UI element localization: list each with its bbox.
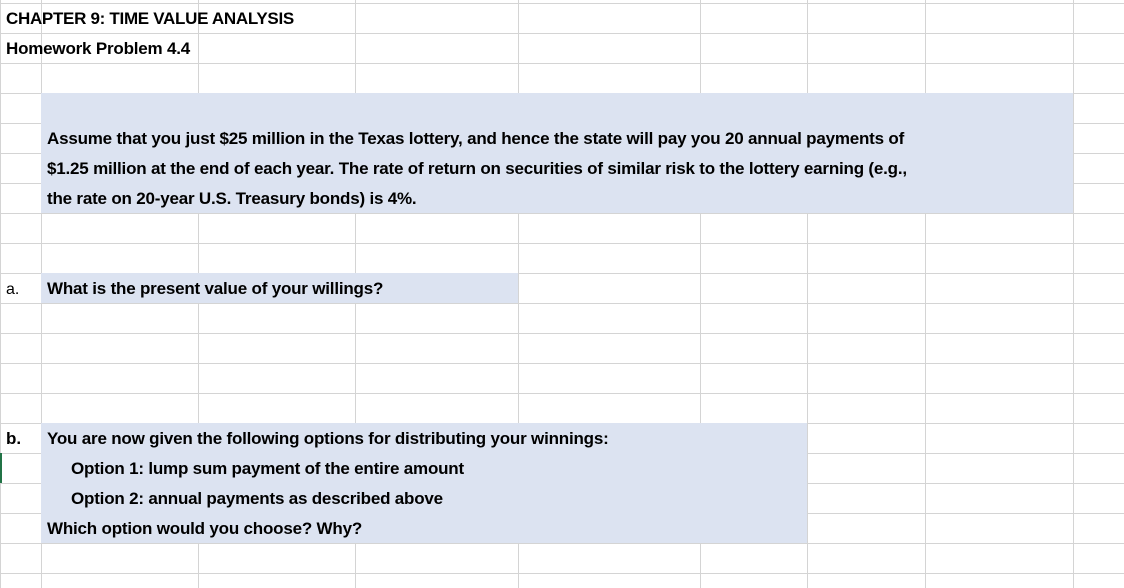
intro-line-cell[interactable] [47, 154, 907, 184]
part-b-option-2: Option 2: annual payments as described above [71, 489, 443, 508]
intro-line: $1.25 million at the end of each year. The rate of return on securities of similar risk to the lottery earning (e.g., [47, 159, 907, 178]
active-cell-indicator [0, 453, 2, 483]
part-b-line-cell[interactable] [47, 424, 609, 454]
sheet-title-cell[interactable] [6, 4, 294, 34]
sheet-title: CHAPTER 9: TIME VALUE ANALYSIS [6, 9, 294, 28]
part-b-label-cell[interactable] [6, 424, 21, 454]
part-a-question-cell[interactable] [47, 274, 383, 304]
part-b-line: You are now given the following options for distributing your winnings: [47, 429, 609, 448]
part-b-question-cell[interactable] [47, 514, 362, 544]
sheet-subtitle: Homework Problem 4.4 [6, 39, 191, 58]
part-b-question: Which option would you choose? Why? [47, 519, 363, 538]
intro-line-cell[interactable] [47, 184, 416, 214]
part-a-label: a. [6, 281, 20, 298]
intro-line: the rate on 20-year U.S. Treasury bonds) is 4%. [47, 189, 417, 208]
part-b-option-1: Option 1: lump sum payment of the entire amount [71, 459, 464, 478]
part-b-option-1-cell[interactable] [71, 454, 464, 484]
intro-line-cell[interactable] [47, 124, 904, 154]
intro-line: Assume that you just $25 million in the Texas lottery, and hence the state will pay you 20 annual payments of [47, 129, 905, 148]
sheet-subtitle-cell[interactable] [6, 34, 190, 64]
part-a-question: What is the present value of your willings? [47, 279, 384, 298]
part-b-label: b. [6, 429, 22, 448]
part-a-label-cell[interactable] [6, 275, 19, 305]
part-b-option-2-cell[interactable] [71, 484, 443, 514]
